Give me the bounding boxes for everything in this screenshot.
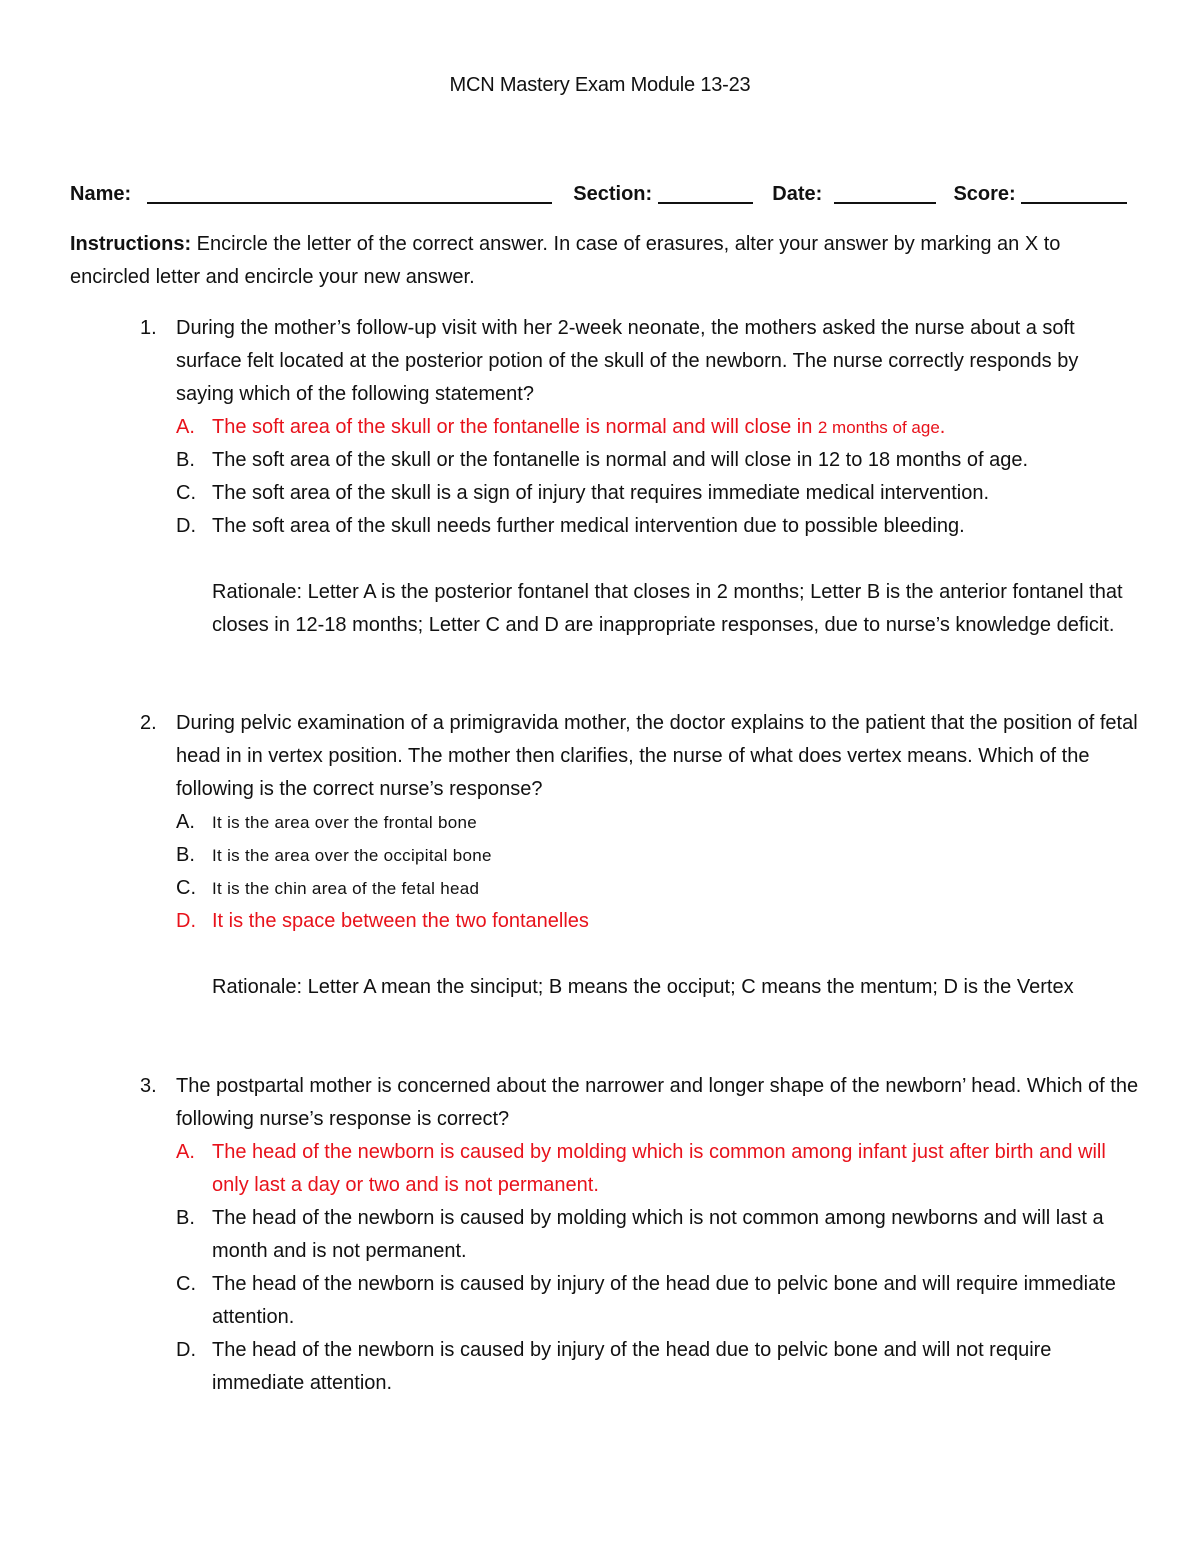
option-text: It is the area over the occipital bone [212, 846, 492, 865]
option-text: It is the chin area of the fetal head [212, 879, 480, 898]
option-c[interactable] [176, 1268, 1140, 1334]
option-text: It is the space between the two fontanelles [212, 910, 589, 932]
option-c[interactable] [176, 872, 1140, 905]
instructions [70, 228, 1130, 294]
option-text-small: 2 months of age [817, 418, 940, 437]
option-text: The head of the newborn is caused by molding which is common among infant just after birth and will only last a day or two and is not permanent. [212, 1141, 1106, 1196]
option-text: It is the area over the frontal bone [212, 813, 478, 832]
instructions-label: Instructions: [70, 233, 192, 255]
score-field[interactable] [1021, 180, 1127, 204]
option-letter: D. [176, 1339, 196, 1361]
option-b[interactable] [176, 444, 1140, 477]
date-field[interactable] [834, 180, 936, 204]
option-a[interactable] [176, 806, 1140, 839]
question-stem: The postpartal mother is concerned about the narrower and longer shape of the newborn’ head. Which of the following nurse’s response is correct? [176, 1075, 1139, 1130]
option-c[interactable] [176, 477, 1140, 510]
option-d[interactable] [176, 510, 1140, 543]
option-letter: A. [176, 416, 195, 438]
option-letter: B. [176, 449, 195, 471]
score-label: Score: [953, 183, 1016, 205]
rationale: Rationale: Letter A is the posterior fontanel that closes in 2 months; Letter B is the anterior fontanel that closes in 12-18 months; Letter C and D are inappropriate responses, due to nurse’s knowledge deficit. [212, 581, 1123, 636]
option-letter: C. [176, 482, 196, 504]
option-letter: C. [176, 877, 196, 899]
option-letter: D. [176, 515, 196, 537]
option-d-correct[interactable] [176, 905, 1140, 938]
name-label: Name: [70, 183, 132, 205]
exam-title: MCN Mastery Exam Module 13-23 [449, 74, 751, 96]
option-letter: C. [176, 1273, 196, 1295]
option-a-correct[interactable] [176, 411, 1140, 444]
option-text: The soft area of the skull or the fontanelle is normal and will close in [212, 416, 818, 438]
option-text: The head of the newborn is caused by molding which is not common among newborns and will last a month and is not permanent. [212, 1207, 1104, 1262]
option-text: The head of the newborn is caused by injury of the head due to pelvic bone and will require immediate attention. [212, 1273, 1116, 1328]
question-3 [140, 1070, 1140, 1400]
question-1 [140, 312, 1140, 642]
option-letter: A. [176, 1141, 195, 1163]
option-text-end: . [939, 416, 946, 438]
question-number: 1. [140, 317, 157, 339]
option-d[interactable] [176, 1334, 1140, 1400]
name-field[interactable] [147, 180, 552, 204]
question-stem: During the mother’s follow-up visit with her 2-week neonate, the mothers asked the nurse about a soft surface felt located at the posterior potion of the skull of the newborn. The nurse correctly responds by saying which of the following statement? [176, 317, 1079, 405]
option-letter: B. [176, 1207, 195, 1229]
option-letter: B. [176, 844, 195, 866]
rationale: Rationale: Letter A mean the sinciput; B means the occiput; C means the mentum; D is the Vertex [212, 976, 1074, 998]
question-number: 2. [140, 712, 157, 734]
date-label: Date: [772, 183, 823, 205]
option-text: The soft area of the skull or the fontanelle is normal and will close in 12 to 18 months of age. [212, 449, 1029, 471]
option-text: The soft area of the skull is a sign of injury that requires immediate medical intervention. [212, 482, 990, 504]
question-number: 3. [140, 1075, 157, 1097]
option-b[interactable] [176, 839, 1140, 872]
option-a-correct[interactable] [176, 1136, 1140, 1202]
question-stem: During pelvic examination of a primigravida mother, the doctor explains to the patient that the position of fetal head in in vertex position. The mother then clarifies, the nurse of what does vertex means. Which of the following is the correct nurse’s response? [176, 712, 1138, 800]
option-letter: A. [176, 811, 195, 833]
option-text: The head of the newborn is caused by injury of the head due to pelvic bone and will not require immediate attention. [212, 1339, 1052, 1394]
section-field[interactable] [658, 180, 753, 204]
option-text: The soft area of the skull needs further medical intervention due to possible bleeding. [212, 515, 965, 537]
question-2 [140, 707, 1140, 1004]
option-letter: D. [176, 910, 196, 932]
option-b[interactable] [176, 1202, 1140, 1268]
instructions-text: Encircle the letter of the correct answer. In case of erasures, alter your answer by marking an X to encircled letter and encircle your new answer. [70, 233, 1061, 288]
section-label: Section: [573, 183, 653, 205]
student-info-fields [70, 180, 1130, 206]
